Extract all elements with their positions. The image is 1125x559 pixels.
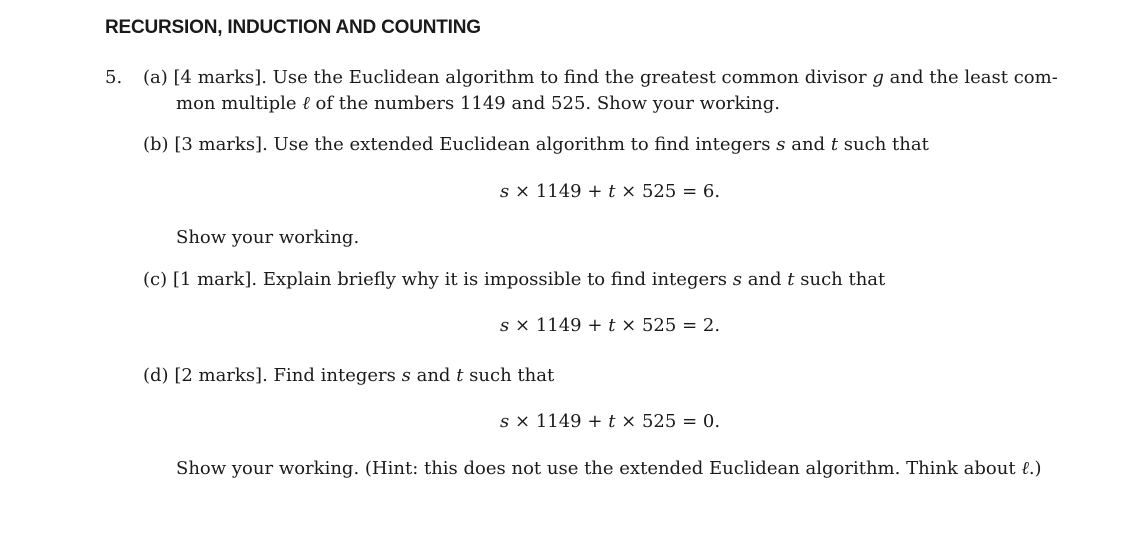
part-a-text: Use the Euclidean algorithm to find the greatest common divisor	[272, 67, 867, 88]
question-number: 5.	[105, 67, 123, 88]
part-d-marks: [2 marks].	[174, 365, 268, 386]
var-g: g	[872, 67, 884, 88]
part-b-tail: such that	[843, 134, 929, 155]
var-t: t	[456, 365, 464, 386]
eq-end: .	[714, 411, 721, 432]
eq-equals: =	[682, 411, 698, 432]
eq-b: 525	[641, 315, 677, 336]
equation-d	[500, 410, 720, 434]
eq-end: .	[714, 315, 721, 336]
var-s: s	[776, 134, 786, 155]
part-a-line-2	[176, 92, 780, 116]
var-t: t	[830, 134, 839, 155]
eq-a: 1149	[535, 181, 582, 202]
part-d-after-text: Show your working. (Hint: this does not use the extended Euclidean algorithm. Think about	[176, 458, 1016, 479]
eq-b: 525	[641, 181, 677, 202]
part-a-marks: [4 marks].	[173, 67, 268, 88]
part-c-label: (c)	[143, 269, 168, 290]
part-d-label: (d)	[143, 365, 169, 386]
part-a-line-2-tail: of the numbers 1149 and 525. Show your working.	[315, 93, 781, 114]
eq-rhs: 6	[702, 181, 715, 202]
eq-times: ×	[514, 315, 531, 336]
var-l: ℓ	[302, 93, 310, 114]
part-d-after-tail: .)	[1028, 458, 1042, 479]
part-c-line	[143, 268, 885, 292]
eq-equals: =	[682, 315, 698, 336]
eq-t: t	[608, 411, 616, 432]
section-heading: RECURSION, INDUCTION AND COUNTING	[105, 17, 481, 38]
part-a-label: (a)	[143, 67, 168, 88]
eq-t: t	[608, 315, 616, 336]
eq-equals: =	[682, 181, 698, 202]
part-a-line-2-head: mon multiple	[176, 93, 297, 114]
eq-times: ×	[514, 411, 531, 432]
eq-s: s	[500, 411, 510, 432]
part-d-line	[143, 364, 554, 388]
part-b-after: Show your working.	[176, 227, 360, 248]
eq-a: 1149	[535, 315, 582, 336]
equation-b	[500, 180, 720, 204]
eq-b: 525	[641, 411, 677, 432]
eq-plus: +	[587, 315, 603, 336]
eq-times: ×	[621, 411, 637, 432]
part-b-label: (b)	[143, 134, 169, 155]
eq-s: s	[500, 181, 510, 202]
eq-a: 1149	[535, 411, 582, 432]
part-c-text: Explain briefly why it is impossible to find integers	[262, 269, 727, 290]
eq-plus: +	[587, 181, 603, 202]
var-t: t	[787, 269, 795, 290]
part-d-after	[176, 457, 1042, 481]
eq-rhs: 0	[702, 411, 715, 432]
part-b-line	[143, 133, 929, 157]
eq-times: ×	[514, 181, 531, 202]
eq-times: ×	[621, 181, 637, 202]
eq-end: .	[714, 181, 721, 202]
var-s: s	[401, 365, 411, 386]
var-s: s	[732, 269, 742, 290]
eq-s: s	[500, 315, 510, 336]
part-b-text: Use the extended Euclidean algorithm to find integers	[273, 134, 771, 155]
part-b-and: and	[791, 134, 826, 155]
part-c-tail: such that	[800, 269, 886, 290]
var-l: ℓ	[1021, 458, 1029, 479]
eq-t: t	[608, 181, 616, 202]
eq-plus: +	[587, 411, 603, 432]
part-b-marks: [3 marks].	[174, 134, 268, 155]
equation-c	[500, 314, 720, 338]
part-c-and: and	[747, 269, 782, 290]
part-d-tail: such that	[469, 365, 555, 386]
part-d-and: and	[416, 365, 451, 386]
part-a-text-tail: and the least com-	[889, 67, 1058, 88]
eq-rhs: 2	[702, 315, 715, 336]
part-c-marks: [1 mark].	[172, 269, 258, 290]
eq-times: ×	[621, 315, 637, 336]
part-a-line-1	[143, 66, 1058, 90]
part-d-text: Find integers	[273, 365, 396, 386]
